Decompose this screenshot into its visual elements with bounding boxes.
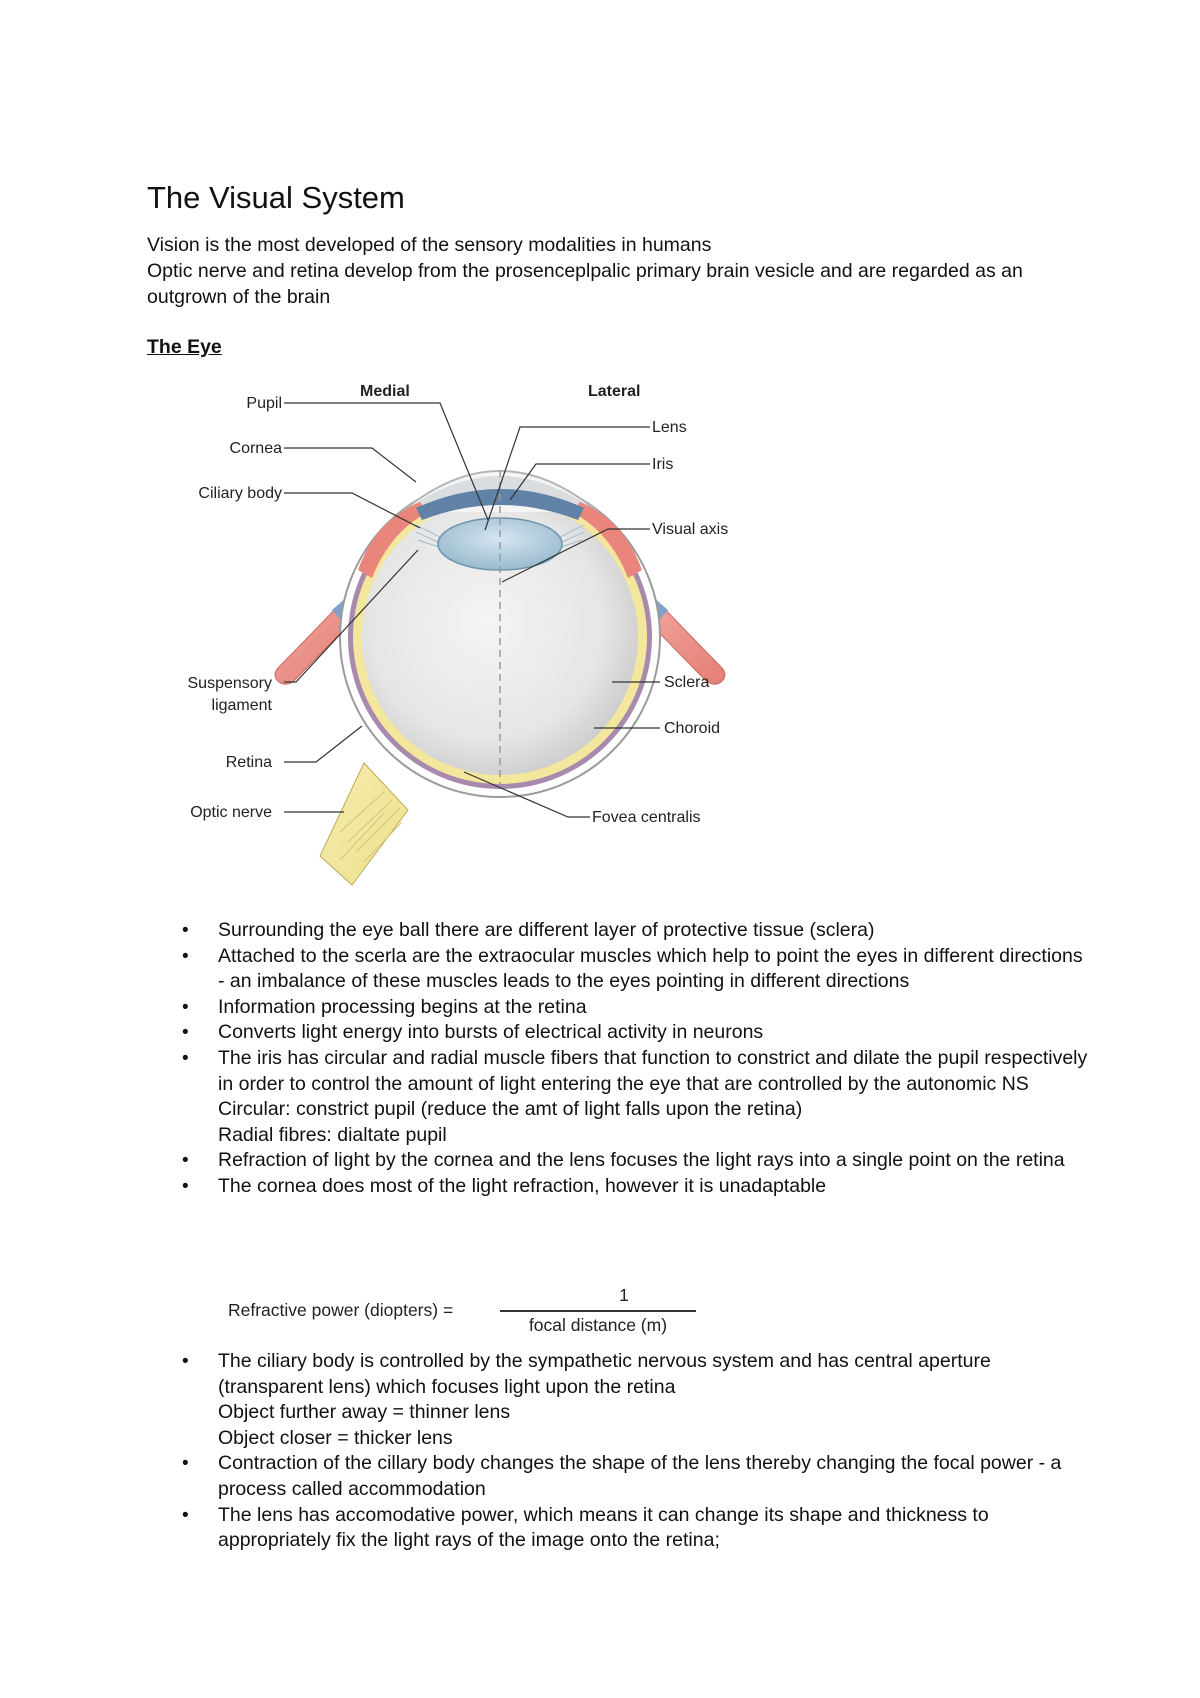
label-pupil: Pupil xyxy=(246,395,282,412)
list-item-text: Contraction of the cillary body changes the shape of the lens thereby changing the focal power - a process called accommodation xyxy=(218,1452,1062,1500)
label-suspensory-ligament-2: ligament xyxy=(211,697,272,714)
intro-line: Optic nerve and retina develop from the prosenceplpalic primary brain vesicle and are regarded as an outgrown of the brain xyxy=(147,260,1023,308)
intro-paragraphs xyxy=(147,232,1067,310)
list-item-text: Surrounding the eye ball there are different layer of protective tissue (sclera) xyxy=(218,919,875,941)
label-visual-axis: Visual axis xyxy=(652,521,729,538)
list-item-text: • The ciliary body is controlled by the sympathetic nervous system and has central aperture (transparent lens) which focuses light upon the retina xyxy=(218,1350,991,1398)
list-item-subline: Circular: constrict pupil (reduce the amt of light falls upon the retina) xyxy=(218,1098,803,1121)
label-cornea: Cornea xyxy=(229,440,282,457)
bullet-list-eye-part2 xyxy=(170,1349,1090,1554)
list-item xyxy=(170,944,1090,995)
list-item xyxy=(170,995,1090,1021)
label-retina: Retina xyxy=(225,754,272,771)
label-optic-nerve: Optic nerve xyxy=(190,804,272,821)
fraction-bar xyxy=(500,1310,696,1312)
list-item-text: • The iris has circular and radial muscle fibers that function to constrict and dilate the pupil respectively in order to control the amount of light entering the eye that are controlled by the autonomic NS xyxy=(218,1046,1088,1095)
label-iris: Iris xyxy=(652,456,674,473)
list-item-subline: Object further away = thinner lens xyxy=(218,1401,511,1424)
label-fovea-centralis: Fovea centralis xyxy=(592,809,701,826)
list-item-text: Converts light energy into bursts of electrical activity in neurons xyxy=(218,1021,764,1044)
list-item xyxy=(170,1046,1090,1148)
list-item xyxy=(170,1451,1090,1502)
label-choroid: Choroid xyxy=(664,720,721,737)
list-item xyxy=(170,1503,1090,1554)
list-item-text: Information processing begins at the retina xyxy=(218,995,587,1018)
list-item-subline: Object closer = thicker lens xyxy=(218,1426,453,1449)
list-item xyxy=(170,1174,1090,1200)
label-ciliary-body: Ciliary body xyxy=(198,485,282,502)
intro-line: Vision is the most developed of the sensory modalities in humans xyxy=(147,234,712,256)
label-suspensory-ligament-1: Suspensory xyxy=(187,675,272,692)
optic-nerve xyxy=(320,763,408,885)
list-item-text: The lens has accomodative power, which means it can change its shape and thickness to appropriately fix the light rays of the image onto the retina; xyxy=(218,1503,989,1552)
list-item xyxy=(170,1148,1090,1174)
list-item-text: Refraction of light by the cornea and the lens focuses the light rays into a single point on the retina xyxy=(218,1149,1065,1172)
list-item xyxy=(170,918,1090,944)
lateral-label: Lateral xyxy=(588,383,641,400)
formula-denominator: focal distance (m) xyxy=(528,1315,668,1335)
label-sclera: Sclera xyxy=(664,674,710,691)
list-item-subline: Radial fibres: dialtate pupil xyxy=(218,1123,447,1146)
section-heading-the-eye: The Eye xyxy=(147,336,222,358)
list-item-text: The cornea does most of the light refraction, however it is unadaptable xyxy=(218,1174,827,1197)
bullet-list-eye-part1 xyxy=(170,918,1090,1200)
list-item xyxy=(170,1349,1090,1451)
label-lens: Lens xyxy=(652,419,687,436)
list-item xyxy=(170,1020,1090,1046)
page-title: The Visual System xyxy=(147,180,405,215)
formula-lhs: Refractive power (diopters) = xyxy=(228,1300,454,1320)
refractive-power-formula xyxy=(228,1283,678,1339)
medial-label: Medial xyxy=(360,383,410,400)
formula-numerator: 1 xyxy=(619,1285,629,1305)
eye-anatomy-diagram xyxy=(180,370,800,910)
list-item-text: Attached to the scerla are the extraocular muscles which help to point the eyes in different directions - an imbalance of these muscles leads to the eyes pointing in different directions xyxy=(218,944,1083,993)
